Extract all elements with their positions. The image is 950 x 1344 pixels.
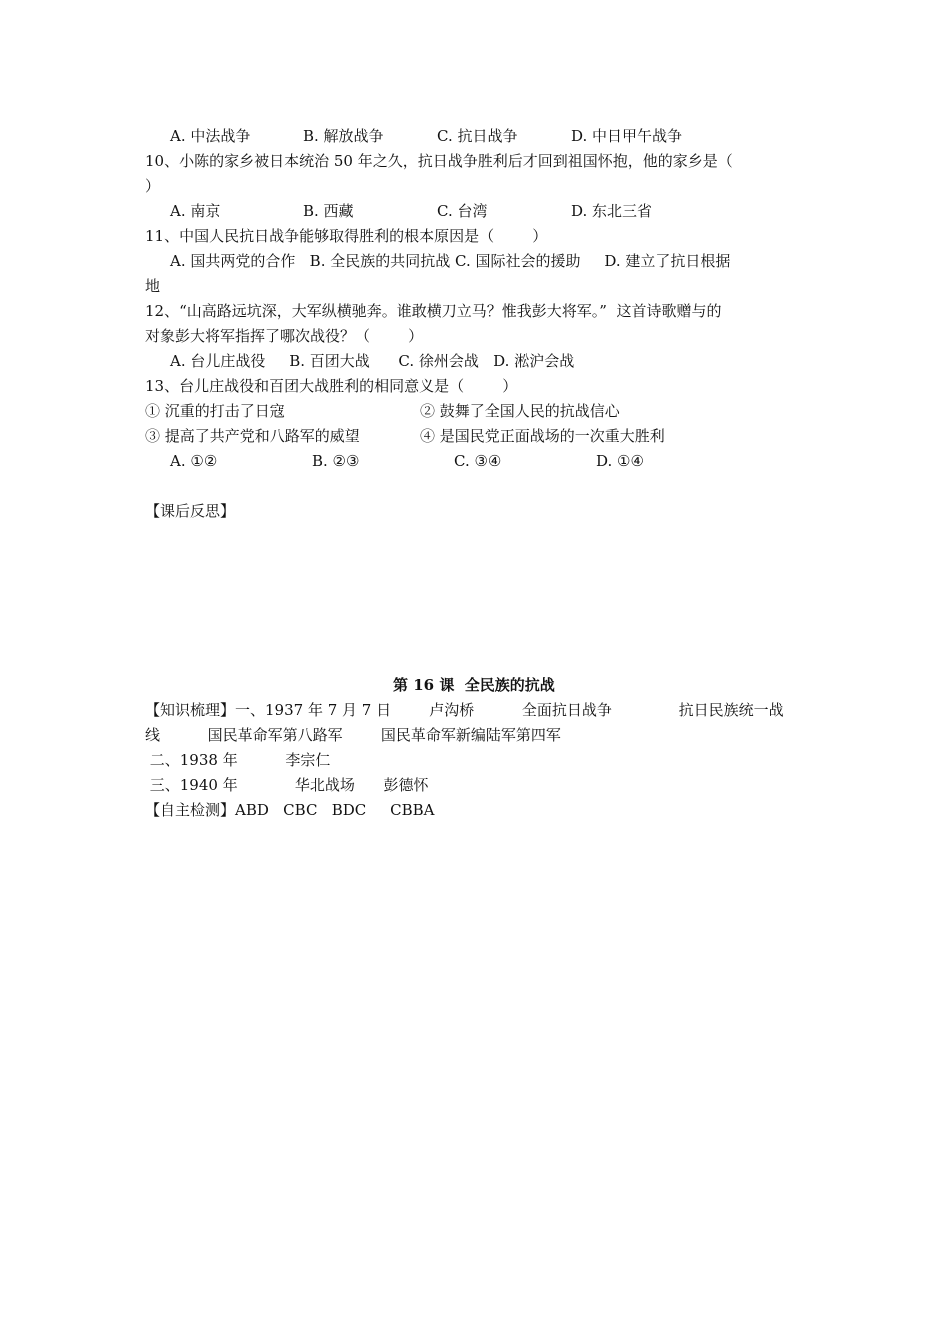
q10-stem-line1: 10、小陈的家乡被日本统治 50 年之久，抗日战争胜利后才回到祖国怀抱，他的家乡是（ xyxy=(145,152,733,170)
q11-options-line1: A. 国共两党的合作 B. 全民族的共同抗战 C. 国际社会的援助 D. 建立了抗日根据 xyxy=(170,252,731,270)
lesson-title: 第 16 课 全民族的抗战 xyxy=(393,676,555,694)
knowledge-line-3: 二、1938 年 李宗仁 xyxy=(145,751,331,769)
knowledge-line-1: 【知识梳理】一、1937 年 7 月 7 日 卢沟桥 全面抗日战争 抗日民族统一战 xyxy=(145,701,784,719)
q12-stem-line1: 12、“山高路远坑深，大军纵横驰奔。谁敢横刀立马？惟我彭大将军。” 这首诗歌赠与的 xyxy=(145,302,722,320)
q11-options-line2: 地 xyxy=(145,277,161,295)
q13-stem: 13、台儿庄战役和百团大战胜利的相同意义是（ ） xyxy=(145,377,518,395)
q10-stem-line2: ） xyxy=(145,177,161,195)
q9-option-d: D. 中日甲午战争 xyxy=(571,127,683,145)
q13-option-a: A. ①② xyxy=(170,452,218,470)
knowledge-line-2: 线 国民革命军第八路军 国民革命军新编陆军第四军 xyxy=(145,726,561,744)
self-check-answers: 【自主检测】ABD CBC BDC CBBA xyxy=(145,801,435,819)
q13-option-d: D. ①④ xyxy=(596,452,644,470)
q13-option-c: C. ③④ xyxy=(454,452,502,470)
q11-stem: 11、中国人民抗日战争能够取得胜利的根本原因是（ ） xyxy=(145,227,548,245)
q10-option-a: A. 南京 xyxy=(170,202,221,220)
knowledge-line-4: 三、1940 年 华北战场 彭德怀 xyxy=(145,776,429,794)
q10-option-c: C. 台湾 xyxy=(437,202,488,220)
q9-option-a: A. 中法战争 xyxy=(170,127,251,145)
q13-item-1: ① 沉重的打击了日寇 xyxy=(145,402,285,420)
q13-option-b: B. ②③ xyxy=(312,452,360,470)
q13-item-4: ④ 是国民党正面战场的一次重大胜利 xyxy=(420,427,665,445)
q10-option-b: B. 西藏 xyxy=(303,202,354,220)
q13-item-2: ② 鼓舞了全国人民的抗战信心 xyxy=(420,402,620,420)
q12-stem-line2: 对象彭大将军指挥了哪次战役？（ ） xyxy=(145,327,424,345)
q9-option-c: C. 抗日战争 xyxy=(437,127,518,145)
q9-option-b: B. 解放战争 xyxy=(303,127,384,145)
q12-options: A. 台儿庄战役 B. 百团大战 C. 徐州会战 D. 淞沪会战 xyxy=(170,352,575,370)
q13-item-3: ③ 提高了共产党和八路军的威望 xyxy=(145,427,360,445)
reflection-heading: 【课后反思】 xyxy=(145,502,236,520)
q10-option-d: D. 东北三省 xyxy=(571,202,653,220)
